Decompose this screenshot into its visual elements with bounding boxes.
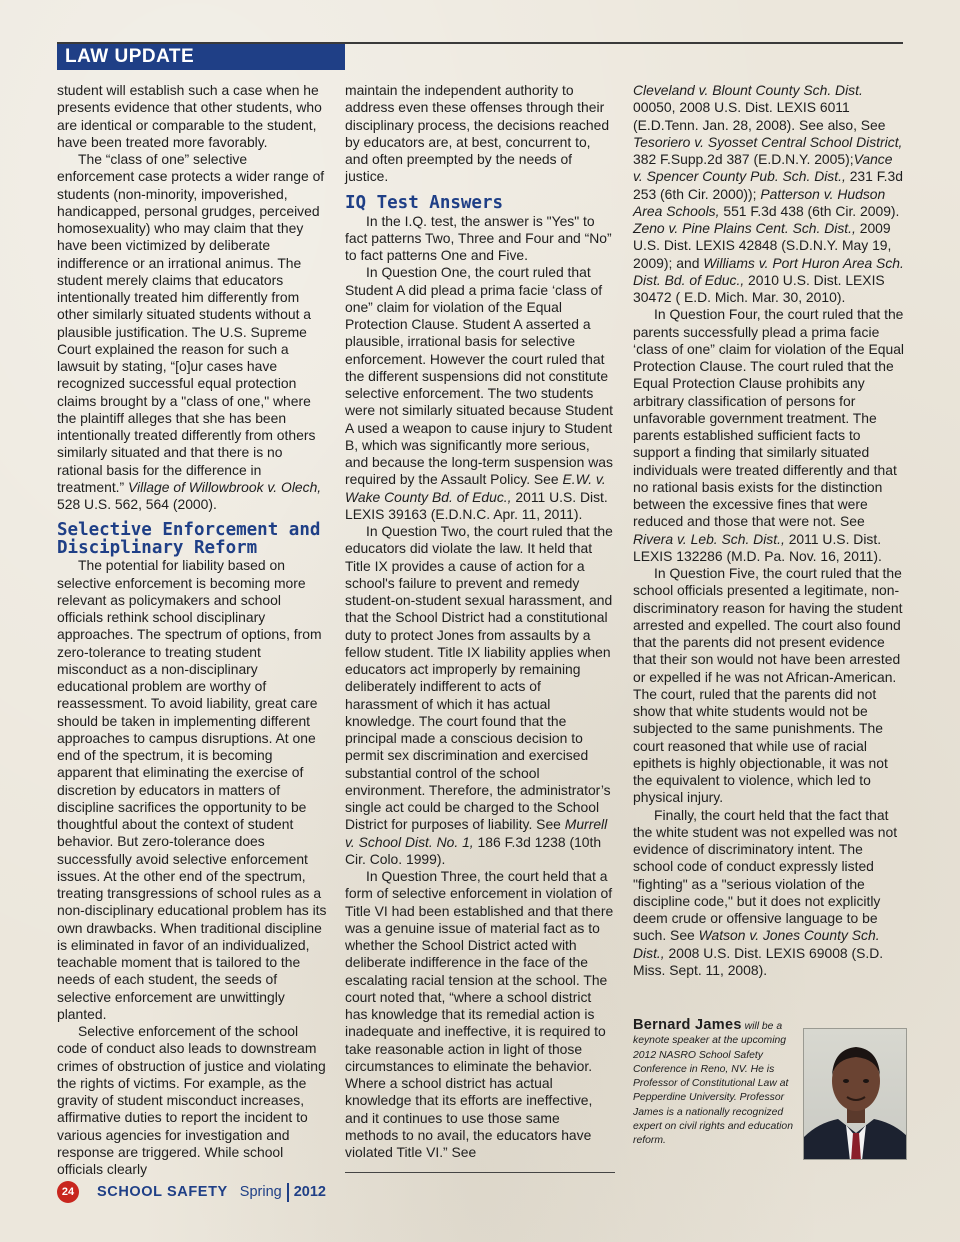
author-name: Bernard James — [633, 1017, 742, 1033]
column-1 — [57, 82, 327, 1178]
case-citation: Williams v. Port Huron Area Sch. Dist. Bd. of Educ., — [633, 254, 904, 288]
col3-p1-a: 00050, 2008 U.S. Dist. LEXIS 6011 (E.D.Tenn. Jan. 28, 2008). See also, See — [633, 99, 886, 133]
section-banner: LAW UPDATE — [57, 44, 345, 70]
case-citation: Rivera v. Leb. Sch. Dist., — [633, 530, 785, 547]
col2-p3-text: In Question One, the court ruled that Student A did plead a prima facie ‘class of one” claim for violation of the Equal Protection Clause. Student A asserted a plausible, irrational basis for selective enforcement. However the court ruled that the different suspensions did not constitute selective enforcement. The two students were not similarly situated because Student A used a weapon to cause injury to Student B, which was significantly more serious, and because the long-term suspension was required by the Assault Policy. See — [345, 264, 613, 488]
col2-paragraph-2: In the I.Q. test, the answer is "Yes" to fact patterns Two, Three and Four and “No” to fact patterns One and Five. — [345, 212, 612, 263]
column-3 — [633, 82, 905, 979]
col3-paragraph-3: In Question Five, the court ruled that the school officials presented a legitimate, non-discriminatory reason for having the student arrested and expelled. The court also found that the parents did not present evidence that their son would not have been arrested or expelled if he was not African-American. The court, ruled that the parents did not show that white students would not be subjected to the same punishments. The court reasoned that while use of racial epithets is highly objectionable, it was not the equivalent to violence, which led to physical injury. — [633, 565, 903, 806]
col1-paragraph-3: The potential for liability based on selective enforcement is becoming more relevant as policymakers and school officials rethink school disciplinary approaches. The spectrum of options, from zero-tolerance to treating student misconduct as a non-disciplinary educational problem are worthy of reassessment. To avoid liability, great care should be taken in implementing different approaches to campus disruptions. At one end of the spectrum, it is becoming apparent that eliminating the exercise of discretion by educators in matters of discipline sacrifices the opportunity to be thoughtful about the context of student behavior. But zero-tolerance does successfully avoid selective enforcement issues. At the other end of the spectrum, treating transgressions of school rules as a non-disciplinary educational problem has its own drawbacks. When traditional discipline is eliminated in favor of an individualized, teachable moment that is tailored to the needs of each student, the seeds of selective enforcement are unwittingly planted. — [57, 557, 327, 1022]
col1-p2-end: 528 U.S. 562, 564 (2000). — [57, 496, 217, 512]
author-description: will be a keynote speaker at the upcoming 2012 NASRO School Safety Conference in Reno, NV. He is Professor of Constitutional Law at Pepperdine University. Professor James is a nationally recognized expert on civil rights and education reform. — [633, 1021, 793, 1147]
col3-p1-c: 231 F.3d 253 (6th Cir. 2000)); — [633, 168, 903, 202]
case-citation: Murrell v. School Dist. No. 1, — [345, 816, 608, 850]
case-citation: Vance v. Spencer County Pub. Sch. Dist., — [633, 151, 893, 185]
col3-p4-text: Finally, the court held that the fact that the white student was not expelled was not evidence of discriminatory intent. The school code of conduct expressly listed "fighting" as a "serious violation of the discipline code," but it does not explicitly deem crude or offensive language to be such. See — [633, 806, 898, 944]
magazine-title: SCHOOL SAFETY — [97, 1184, 228, 1200]
col2-p3-end: 2011 U.S. Dist. LEXIS 39163 (E.D.N.C. Apr. 11, 2011). — [345, 488, 608, 522]
col3-p2-end: 2011 U.S. Dist. LEXIS 132286 (M.D. Pa. Nov. 16, 2011). — [633, 530, 882, 564]
col2-paragraph-5: In Question Three, the court held that a form of selective enforcement in violation of Title VI had been established and that there was a genuine issue of material fact as to whether the School District acted with deliberate indifference in the face of the escalating racial tension at the school. The court noted that, “where a school district has knowledge that its remedial action is inadequate and ineffective, it is required to take reasonable action in light of those circumstances to eliminate the behavior. Where a school district has actual knowledge that its efforts are ineffective, and it continues to use those same methods to no avail, the educators have violated Title VI.” See — [345, 868, 614, 1160]
col3-paragraph-4 — [633, 807, 905, 980]
col3-p1-b: 382 F.Supp.2d 387 (E.D.N.Y. 2005); — [633, 151, 854, 167]
author-bio — [633, 1018, 795, 1149]
col3-p2-text: In Question Four, the court ruled that the parents successfully plead a prima facie ‘class of one” claim for violation of the Equal Protection Clause. The court ruled that the Equal Protection Clause prohibits any arbitrary classification of persons for unfavorable government treatment. The parents established sufficient facts to support a finding that similarly situated individuals were treated differently and that no rational basis exists for the distinction between the excessive fines that were reduced and those that were not. See — [633, 306, 905, 530]
col1-paragraph-4: Selective enforcement of the school code of conduct also leads to downstream crimes of obstruction of justice and violating the rights of victims. For example, as the gravity of student misconduct increases, affirmative duties to report the incident to various agencies for investigation and response are triggered. While school officials clearly — [57, 1023, 326, 1177]
case-citation: Tesoriero v. Syosset Central School District, — [633, 133, 903, 150]
col2-p4-end: 186 F.3d 1238 (10th Cir. Colo. 1999). — [345, 833, 602, 867]
case-citation: Cleveland v. Blount County Sch. Dist. — [633, 82, 863, 98]
col2-paragraph-3 — [345, 264, 615, 523]
case-citation: Watson v. Jones County Sch. Dist., — [633, 927, 880, 961]
col2-paragraph-4 — [345, 523, 615, 868]
col3-p1-f: 2010 U.S. Dist. LEXIS 30472 ( E.D. Mich. Mar. 30, 2010). — [633, 271, 885, 305]
footer-separator — [287, 1183, 289, 1202]
col3-paragraph-2 — [633, 306, 905, 565]
page-number-badge: 24 — [57, 1181, 79, 1203]
col3-paragraph-1 — [633, 82, 905, 306]
col3-p4-end: 2008 U.S. Dist. LEXIS 69008 (S.D. Miss. Sept. 11, 2008). — [633, 944, 884, 978]
author-photo — [803, 1028, 907, 1160]
footer-rule — [345, 1172, 615, 1173]
case-citation: Patterson v. Hudson Area Schools, — [633, 185, 886, 219]
column-2 — [345, 82, 615, 1161]
section-heading-selective-enforcement: Selective Enforcement and Disciplinary Reform — [57, 520, 321, 559]
col1-paragraph-2 — [57, 151, 327, 513]
portrait-image — [804, 1029, 907, 1160]
issue-season: Spring — [239, 1184, 282, 1200]
col2-p4-text: In Question Two, the court ruled that the educators did violate the law. It held that Title IX provides a cause of action for a school's failure to prevent and remedy student-on-student sexual harassment, and that the School District had a constitutional duty to protect Jones from assaults by a fellow student. Title IX liability applies when educators act improperly by remaining deliberately indifferent to acts of harassment of which it has actual knowledge. The court found that the principal made a conscious decision to permit sex discrimination and exercised substantial control of the school environment. Therefore, the administrator’s single act could be charged to the School District for purposes of liability. See — [345, 523, 613, 833]
case-citation: E.W. v. Wake County Bd. of Educ., — [345, 471, 606, 505]
col2-paragraph-1: maintain the independent authority to address even these offenses through their disciplinary process, the decisions reached by educators are, at best, concurrent to, and often preempted by the needs of justice. — [345, 82, 610, 185]
author-bio-text — [633, 1018, 795, 1149]
page-footer — [57, 1180, 326, 1204]
issue-year: 2012 — [293, 1184, 326, 1200]
col1-p2-text: The “class of one” selective enforcement case protects a wider range of students (non-minority, impoverished, handicapped, personal grudges, perceived homosexuality) who may claim that they have been victimized by deliberate indifference or an irrational animus. The student merely claims that educators intentionally treated him differently from other similarly situated students without a plausible justification. The U.S. Supreme Court explained the reason for such a lawsuit by stating, “[o]ur cases have recognized successful equal protection claims brought by a "class of one," where the plaintiff alleges that she has been intentionally treated differently from others similarly situated and that there is no rational basis for the difference in treatment.” — [57, 151, 325, 495]
case-citation: Zeno v. Pine Plains Cent. Sch. Dist., — [633, 220, 856, 236]
col3-p1-e: 2009 U.S. Dist. LEXIS 42848 (S.D.N.Y. May 19, 2009); and — [633, 220, 892, 271]
col1-paragraph-1: student will establish such a case when he presents evidence that other students, who are identical or comparable to the student, have been treated more favorably. — [57, 82, 322, 150]
col3-p1-d: 551 F.3d 438 (6th Cir. 2009). — [723, 202, 900, 219]
case-citation: Village of Willowbrook v. Olech, — [128, 478, 322, 495]
section-heading-iq-test-answers: IQ Test Answers — [345, 192, 504, 213]
